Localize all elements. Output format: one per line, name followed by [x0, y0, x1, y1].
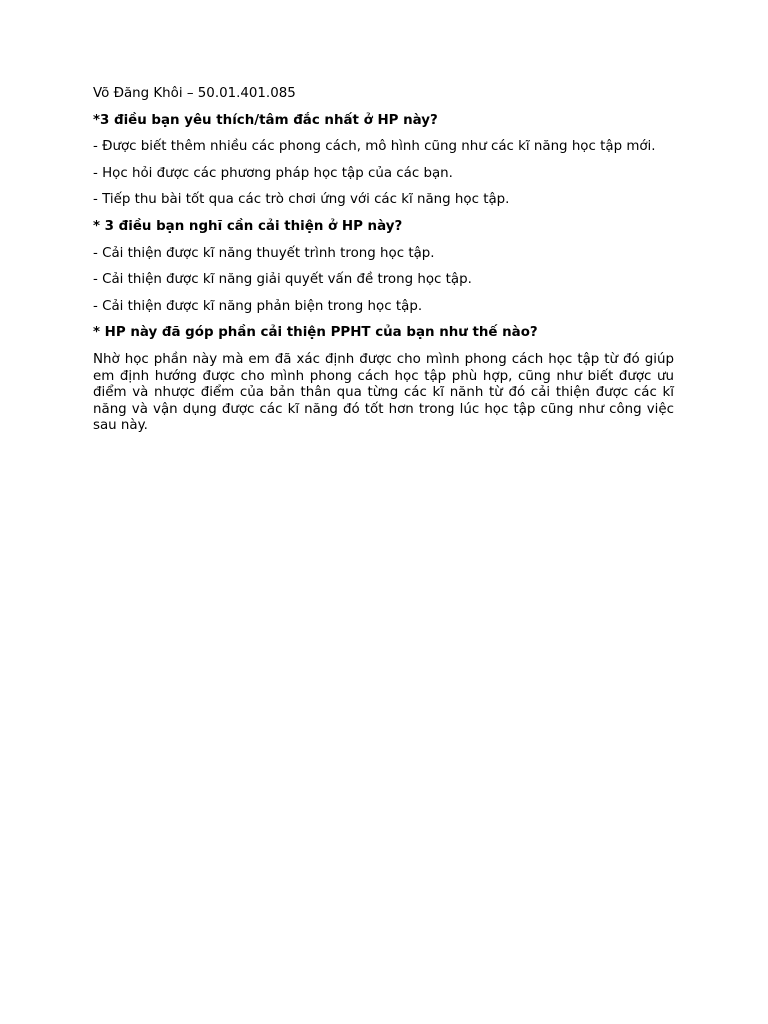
- section2-heading: * 3 điều bạn nghĩ cần cải thiện ở HP này?: [93, 218, 403, 234]
- document-page: [93, 86, 674, 445]
- section2-item-1: - Cải thiện được kĩ năng thuyết trình trong học tập.: [93, 245, 435, 261]
- section1-heading: *3 điều bạn yêu thích/tâm đắc nhất ở HP này?: [93, 112, 438, 128]
- section1-item-3: - Tiếp thu bài tốt qua các trò chơi ứng với các kĩ năng học tập.: [93, 192, 510, 208]
- author-line: Võ Đăng Khôi – 50.01.401.085: [93, 86, 296, 101]
- section2-item-3: - Cải thiện được kĩ năng phản biện trong học tập.: [93, 298, 423, 314]
- section1-item-2: - Học hỏi được các phương pháp học tập của các bạn.: [93, 165, 453, 181]
- section3-heading: * HP này đã góp phần cải thiện PPHT của bạn như thế nào?: [93, 325, 538, 341]
- section2-item-2: - Cải thiện được kĩ năng giải quyết vấn đề trong học tập.: [93, 272, 472, 288]
- section3-paragraph: Nhờ học phần này mà em đã xác định được cho mình phong cách học tập từ đó giúp em định hướng được cho mình phong cách học tập phù hợp, cũng như biết được ưu điểm và nhược điểm của bản thân qua từng các kĩ nănh từ đó cải thiện được các kĩ năng và vận dụng được các kĩ năng đó tốt hơn trong lúc học tập cũng như công việc sau này.: [93, 351, 674, 434]
- section1-item-1: - Được biết thêm nhiều các phong cách, mô hình cũng như các kĩ năng học tập mới.: [93, 139, 656, 155]
